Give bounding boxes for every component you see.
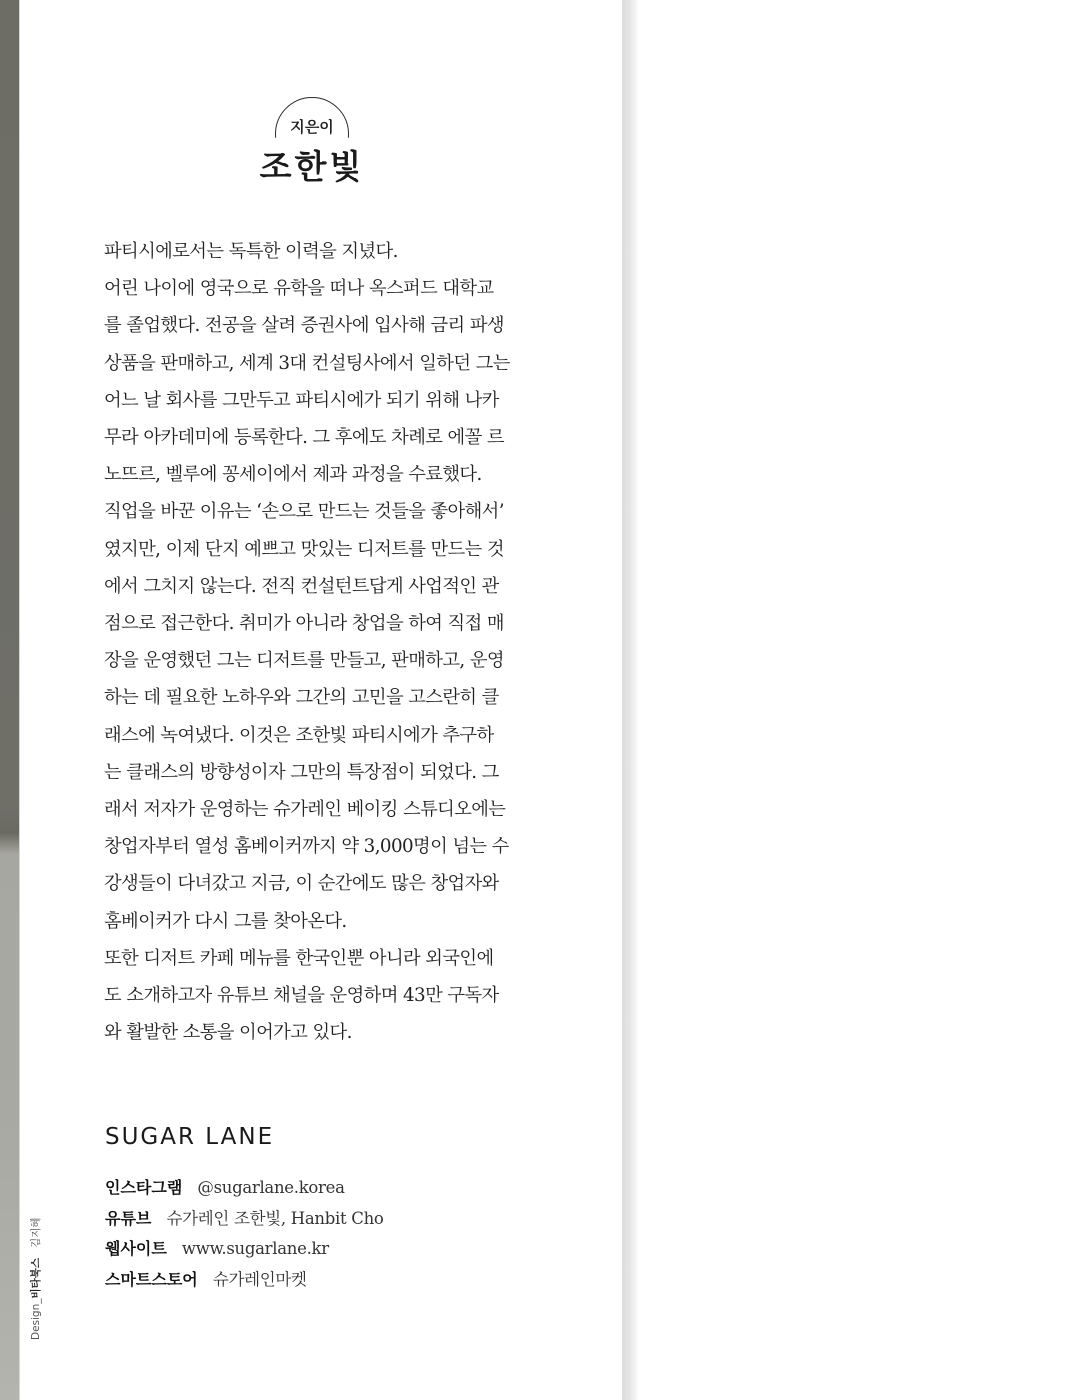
bio-line: 직업을 바꾼 이유는 ‘손으로 만드는 것들을 좋아해서’ (104, 501, 504, 523)
bio-line: 어느 날 회사를 그만두고 파티시에가 되기 위해 나카 (104, 389, 499, 411)
design-credit (28, 1217, 43, 1340)
brand-name: SUGAR LANE (105, 1124, 275, 1150)
credit-designer: 김지혜 (30, 1217, 42, 1248)
youtube-channel: 슈가레인 조한빛, Hanbit Cho (166, 1208, 384, 1228)
bio-line: 는 클래스의 방향성이자 그만의 특장점이 되었다. 그 (104, 761, 499, 783)
contact-website (105, 1234, 384, 1265)
smartstore-name: 슈가레인마켓 (212, 1269, 307, 1289)
contact-label: 유튜브 (105, 1208, 152, 1228)
contact-label: 인스타그램 (105, 1178, 183, 1197)
author-role-label: 지은이 (290, 118, 334, 136)
brand-contacts (105, 1173, 384, 1295)
bio-line: 를 졸업했다. 전공을 살려 증권사에 입사해 금리 파생 (104, 315, 504, 337)
contact-label: 웹사이트 (105, 1239, 167, 1258)
bio-line: 래스에 녹여냈다. 이것은 조한빛 파티시에가 추구하 (104, 724, 494, 746)
bio-line: 노뜨르, 벨루에 꽁세이에서 제과 과정을 수료했다. (104, 464, 482, 486)
contact-smartstore (105, 1265, 384, 1296)
contact-youtube (105, 1204, 384, 1235)
book-spine-edge (0, 0, 19, 1400)
bio-line: 파티시에로서는 독특한 이력을 지녔다. (104, 241, 398, 262)
author-name: 조한빛 (259, 147, 365, 186)
bio-line: 홈베이커가 다시 그를 찾아온다. (104, 910, 347, 932)
bio-line: 장을 운영했던 그는 디저트를 만들고, 판매하고, 운영 (104, 650, 504, 672)
bio-line: 하는 데 필요한 노하우와 그간의 고민을 고스란히 클 (104, 687, 499, 709)
right-page-blank (638, 0, 1083, 1400)
credit-publisher: 비타북스 (30, 1257, 42, 1299)
bio-line: 어린 나이에 영국으로 유학을 떠나 옥스퍼드 대학교 (104, 278, 494, 300)
bio-line: 또한 디저트 카페 메뉴를 한국인뿐 아니라 외국인에 (104, 947, 494, 969)
author-bio (104, 233, 529, 1051)
bio-line: 도 소개하고자 유튜브 채널을 운영하며 43만 구독자 (104, 985, 499, 1007)
bio-line: 점으로 접근한다. 취미가 아니라 창업을 하여 직접 매 (104, 613, 504, 635)
instagram-handle: @sugarlane.korea (197, 1178, 345, 1197)
bio-line: 무라 아카데미에 등록한다. 그 후에도 차례로 에꼴 르 (104, 427, 504, 449)
bio-line: 강생들이 다녀갔고 지금, 이 순간에도 많은 창업자와 (104, 873, 499, 895)
credit-prefix: Design_ (30, 1298, 42, 1340)
bio-line: 였지만, 이제 단지 예쁘고 맛있는 디저트를 만드는 것 (104, 538, 504, 560)
page-gutter (622, 0, 638, 1400)
website-url: www.sugarlane.kr (181, 1239, 329, 1258)
bio-line: 래서 저자가 운영하는 슈가레인 베이킹 스튜디오에는 (104, 799, 506, 821)
bio-line: 창업자부터 열성 홈베이커까지 약 3,000명이 넘는 수 (104, 836, 509, 858)
bio-line: 와 활발한 소통을 이어가고 있다. (104, 1022, 352, 1044)
contact-instagram (105, 1173, 384, 1204)
bio-line: 에서 그치지 않는다. 전직 컨설턴트답게 사업적인 관 (104, 575, 499, 597)
bio-line: 상품을 판매하고, 세계 3대 컨설팅사에서 일하던 그는 (104, 352, 510, 374)
contact-label: 스마트스토어 (105, 1269, 198, 1289)
